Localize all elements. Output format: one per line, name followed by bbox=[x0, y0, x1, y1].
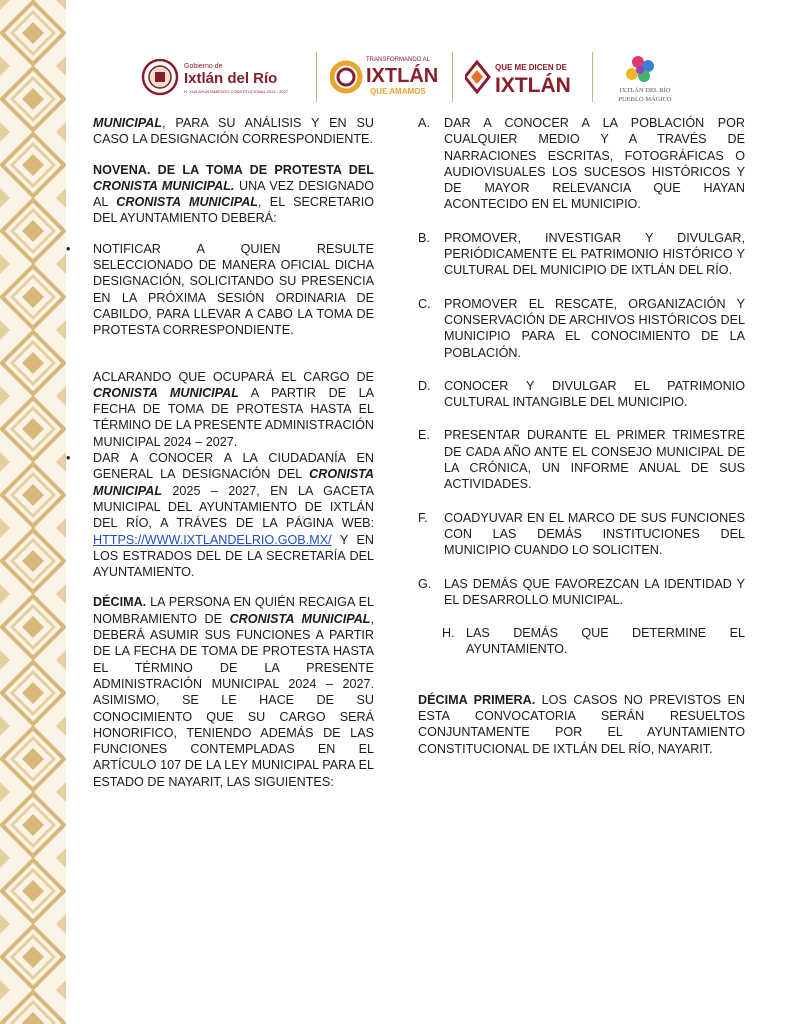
paragraph-text: UNA VEZ DESIGNADO AL bbox=[93, 178, 375, 210]
clause-heading: NOVENA. DE LA TOMA DE PROTESTA DEL bbox=[93, 162, 374, 177]
bullet-item bbox=[66, 241, 374, 339]
logo1-name: Ixtlán del Río bbox=[184, 70, 278, 87]
header-logos bbox=[140, 48, 680, 106]
paragraph-text: ACLARANDO QUE OCUPARÁ EL CARGO DE bbox=[93, 369, 374, 384]
paragraph-text: , DEBERÁ ASUMIR SUS FUNCIONES A PARTIR DE LA FECHA DE TOMA DE PROTESTA HASTA EL TÉRMINO DE LA PRESENTE ADMINISTRACIÓN MUNICIPAL 2024 – 2027. ASIMISMO, SE LE HACE DE SU CONOCIMIENTO QUE SU CARGO SERÁ HONORIFICO, TENIENDO ADEMÁS DE LAS FUNCIONES CONTEMPLADAS EN EL ARTÍCULO 107 DE LA LEY MUNICIPAL PARA EL ESTADO DE NAYARIT, LAS SIGUIENTES: bbox=[93, 611, 374, 789]
list-text: PRESENTAR DURANTE EL PRIMER TRIMESTRE DE CADA AÑO ANTE EL CONSEJO MUNICIPAL DE LA CRÓNICA, UN INFORME ANUAL DE SUS ACTIVIDADES. bbox=[444, 428, 745, 492]
logo1-tag: H. XLIII AYUNTAMIENTO CONSTITUCIONAL 2024 - 2027 bbox=[184, 89, 289, 94]
list-letter: G. bbox=[418, 576, 432, 591]
logo4-bottom: PUEBLO MÁGICO bbox=[618, 96, 672, 103]
bullet-text: DAR A CONOCER A LA CIUDADANÍA EN GENERAL LA DESIGNACIÓN DEL bbox=[93, 451, 374, 482]
clause-heading: DÉCIMA. bbox=[93, 595, 147, 610]
logo1-small: Gobierno de bbox=[184, 63, 223, 70]
paragraph-municipal bbox=[93, 115, 374, 148]
list-letter: C. bbox=[418, 296, 431, 311]
header-divider bbox=[452, 52, 453, 102]
list-text: PROMOVER EL RESCATE, ORGANIZACIÓN Y CONSERVACIÓN DE ARCHIVOS HISTÓRICOS DEL MUNICIPIO PARA EL CONOCIMIENTO DE LA POBLACIÓN. bbox=[444, 296, 745, 360]
list-letter: D. bbox=[418, 378, 431, 393]
bold-italic-text: CRONISTA MUNICIPAL bbox=[116, 195, 258, 210]
bold-italic-text: CRONISTA MUNICIPAL bbox=[93, 467, 374, 498]
list-item bbox=[418, 378, 745, 411]
bullet-text: 2025 – 2027, EN LA GACETA MUNICIPAL DEL AYUNTAMIENTO DE IXTLÁN DEL RÍO, A TRÁVES DE LA PÁGINA WEB: bbox=[93, 483, 374, 531]
paragraph-text: , PARA SU ANÁLISIS Y EN SU CASO LA DESIGNACIÓN CORRESPONDIENTE. bbox=[93, 116, 374, 147]
paragraph-text: LA PERSONA EN QUIÉN RECAIGA EL NOMBRAMIENTO DE bbox=[93, 595, 374, 626]
website-link[interactable]: HTTPS://WWW.IXTLANDELRIO.GOB.MX/ bbox=[93, 532, 332, 547]
list-text: LAS DEMÁS QUE DETERMINE EL AYUNTAMIENTO. bbox=[466, 626, 745, 657]
clause-heading: DÉCIMA PRIMERA. bbox=[418, 692, 536, 707]
que-me-dicen-logo bbox=[465, 48, 575, 106]
header-divider bbox=[592, 52, 593, 102]
paragraph-aclarando bbox=[93, 369, 374, 450]
paragraph-decima-primera bbox=[418, 692, 745, 757]
list-letter: H. bbox=[442, 626, 455, 641]
list-letter: A. bbox=[418, 116, 430, 130]
logo3-name: IXTLÁN bbox=[495, 74, 571, 97]
list-item bbox=[418, 230, 745, 279]
bold-italic-text: MUNICIPAL bbox=[93, 116, 163, 130]
bold-italic-text: CRONISTA MUNICIPAL bbox=[93, 385, 239, 400]
list-item bbox=[418, 115, 745, 213]
list-item bbox=[418, 576, 745, 609]
paragraph-text: A PARTIR DE LA FECHA DE TOMA DE PROTESTA HASTA EL TÉRMINO DE LA PRESENTE ADMINISTRACIÓN MUNICIPAL 2024 – 2027. bbox=[93, 385, 374, 449]
left-column bbox=[66, 115, 375, 790]
paragraph-decima bbox=[93, 594, 374, 790]
bullet-item bbox=[66, 450, 374, 580]
list-text: PROMOVER, INVESTIGAR Y DIVULGAR, PERIÓDICAMENTE EL PATRIMONIO HISTÓRICO Y CULTURAL DEL MUNICIPIO DE IXTLÁN DEL RÍO. bbox=[444, 230, 745, 278]
logo2-bottom: QUE AMAMOS bbox=[370, 87, 426, 96]
list-letter: E. bbox=[418, 428, 430, 443]
logo2-top: TRANSFORMANDO AL bbox=[366, 57, 431, 63]
list-item bbox=[418, 510, 745, 559]
list-letter: F. bbox=[418, 510, 428, 525]
list-text: DAR A CONOCER A LA POBLACIÓN POR CUALQUIER MEDIO Y A TRAVÉS DE NARRACIONES ESCRITAS, FOTOGRÁFICAS O AUDIOVISUALES LOS SUCESOS HISTÓRICOS Y DE MAYOR RELEVANCIA QUE HAYAN ACONTECIDO EN EL MUNICIPIO. bbox=[444, 116, 745, 212]
right-column bbox=[418, 115, 745, 757]
paragraph-novena bbox=[93, 162, 374, 227]
bullet-text: NOTIFICAR A QUIEN RESULTE SELECCIONADO DE MANERA OFICIAL DICHA DESIGNACIÓN, SOLICITANDO SU PRESENCIA EN LA PRÓXIMA SESIÓN ORDINARIA DE CABILDO, PARA LLEVAR A CABO LA TOMA DE PROTESTA CORRESPONDIENTE. bbox=[93, 241, 374, 338]
list-text: COADYUVAR EN EL MARCO DE SUS FUNCIONES CON LAS DEMÁS INSTITUCIONES DEL MUNICIPIO CUANDO LO SOLICITEN. bbox=[444, 510, 745, 558]
gobierno-ixtlan-logo bbox=[140, 48, 310, 106]
list-item bbox=[418, 296, 745, 361]
header-divider bbox=[316, 52, 317, 102]
bold-italic-text: CRONISTA MUNICIPAL. bbox=[93, 178, 235, 193]
transformando-ixtlan-logo bbox=[330, 48, 440, 106]
paragraph-text: , EL SECRETARIO DEL AYUNTAMIENTO DEBERÁ: bbox=[93, 195, 375, 226]
bullet-dot: • bbox=[66, 241, 71, 256]
pueblo-magico-logo bbox=[610, 48, 680, 106]
list-text: LAS DEMÁS QUE FAVOREZCAN LA IDENTIDAD Y EL DESARROLLO MUNICIPAL. bbox=[444, 576, 745, 607]
logo4-top: IXTLÁN DEL RÍO bbox=[619, 87, 671, 94]
bold-italic-text: CRONISTA MUNICIPAL bbox=[229, 611, 371, 626]
paragraph-text: LOS CASOS NO PREVISTOS EN ESTA CONVOCATORIA SERÁN RESUELTOS CONJUNTAMENTE POR EL AYUNTAMIENTO CONSTITUCIONAL DE IXTLÁN DEL RÍO, NAYARIT. bbox=[418, 692, 745, 756]
decorative-border bbox=[0, 0, 66, 1024]
bullet-text: Y EN LOS ESTRADOS DEL DE LA SECRETARÍA DEL AYUNTAMIENTO. bbox=[93, 532, 374, 580]
list-letter: B. bbox=[418, 230, 430, 245]
list-item bbox=[418, 427, 745, 492]
list-item bbox=[418, 625, 745, 658]
bullet-dot: • bbox=[66, 451, 71, 466]
logo3-top: QUE ME DICEN DE bbox=[495, 63, 568, 72]
logo2-name: IXTLÁN bbox=[366, 65, 439, 87]
list-text: CONOCER Y DIVULGAR EL PATRIMONIO CULTURAL INTANGIBLE DEL MUNICIPIO. bbox=[444, 378, 745, 410]
